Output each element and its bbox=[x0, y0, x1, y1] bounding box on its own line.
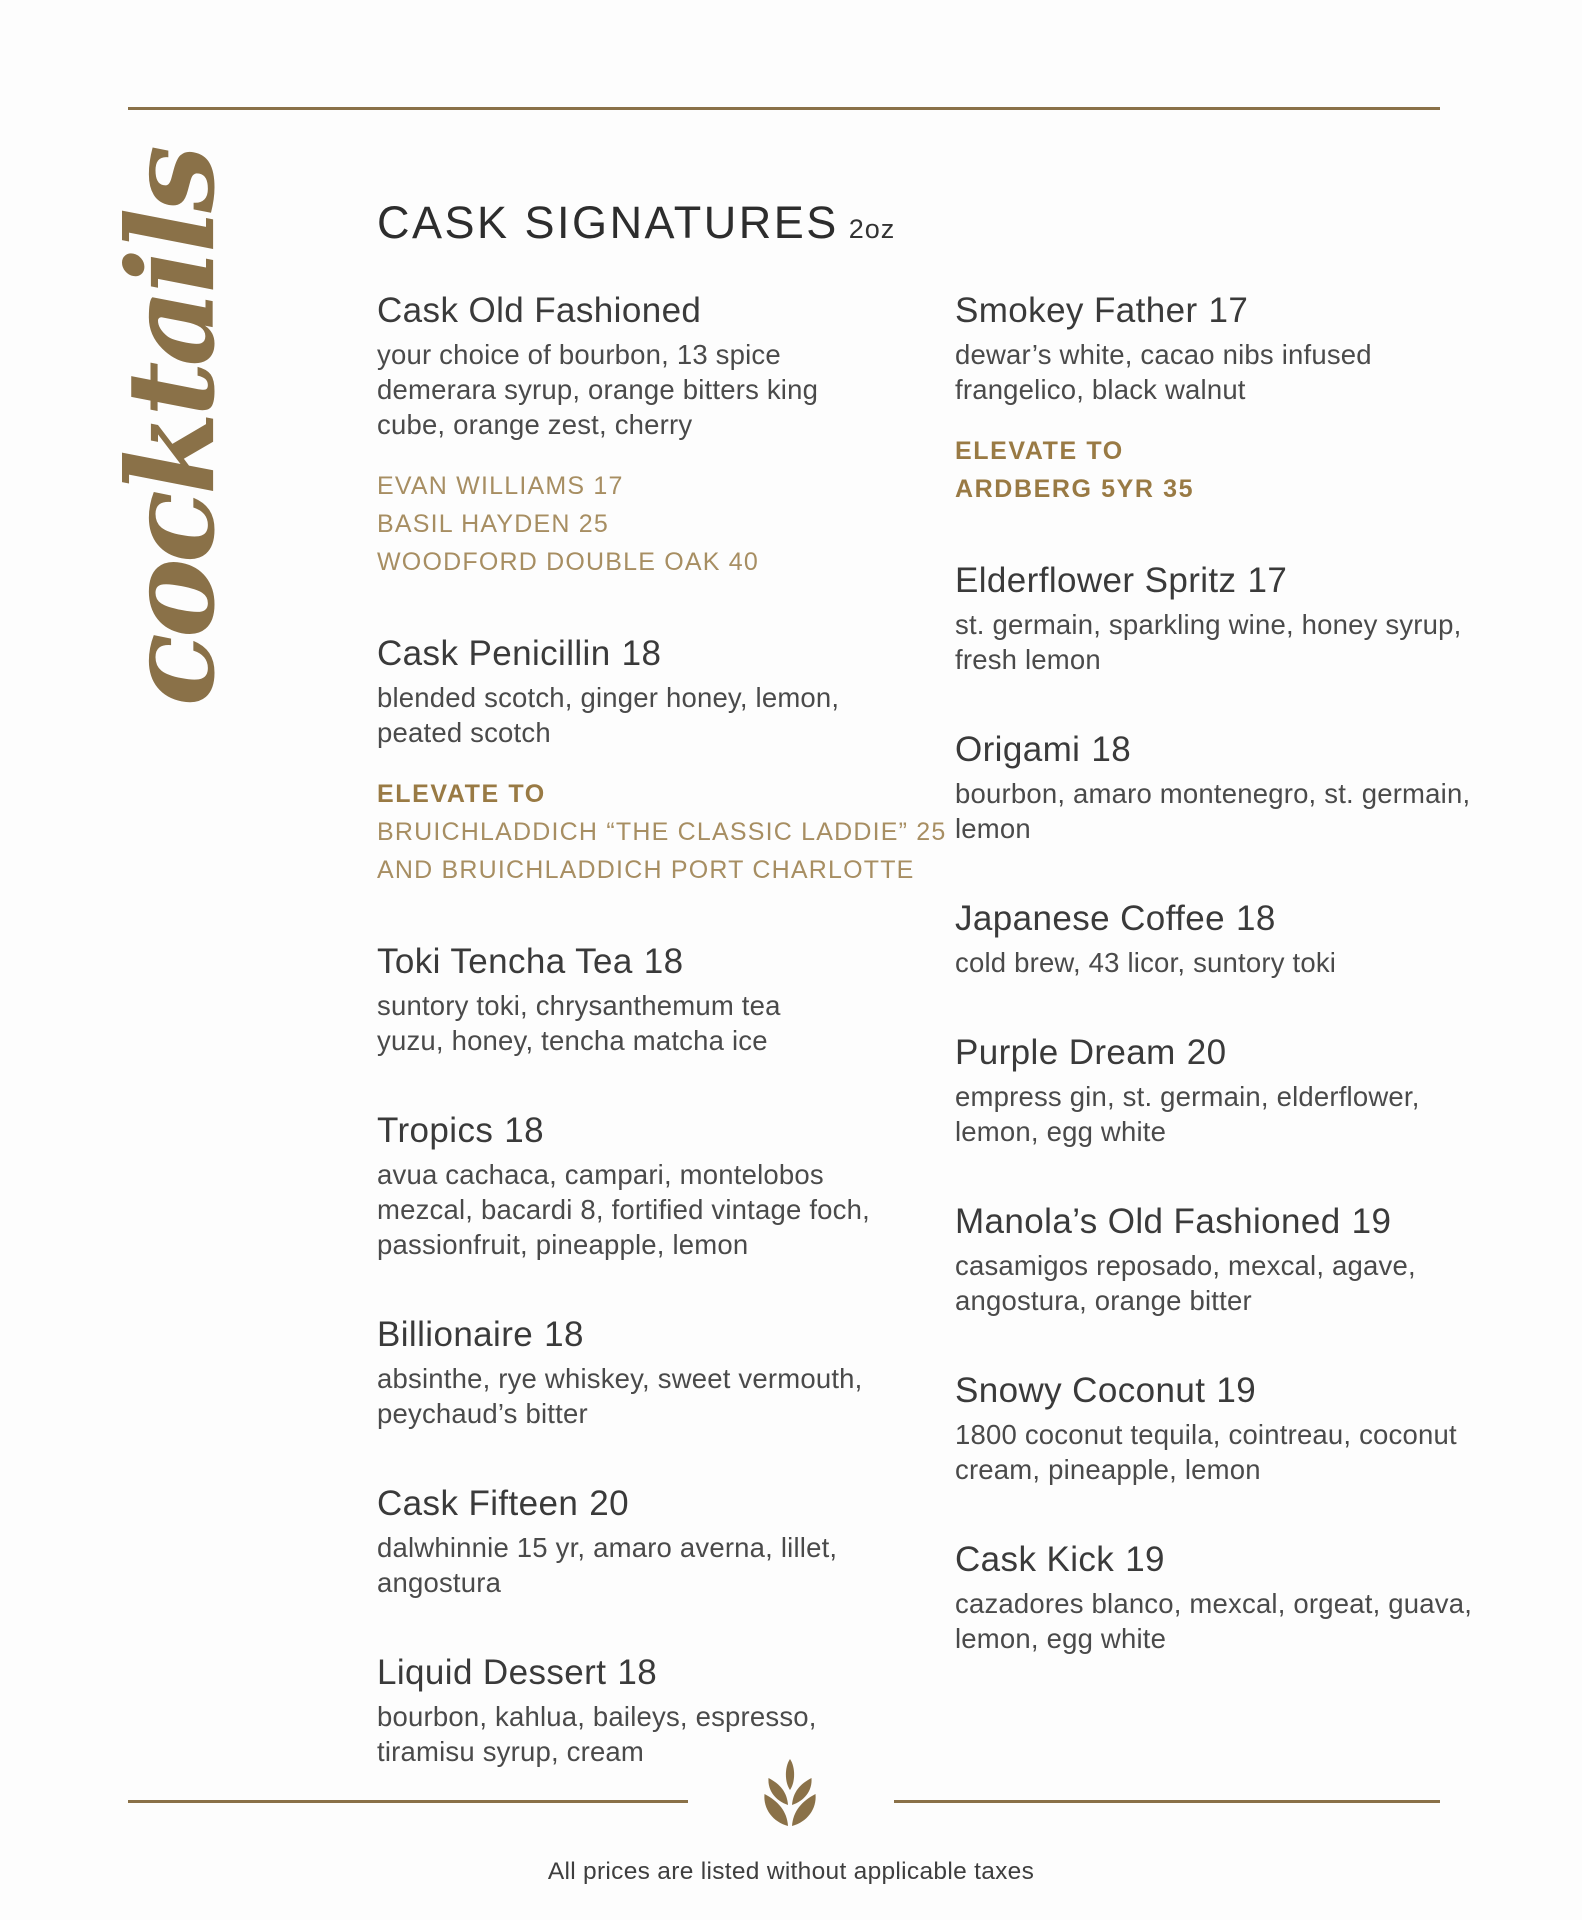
menu-item bbox=[955, 1370, 1575, 1487]
item-description-line: your choice of bourbon, 13 spice bbox=[377, 339, 781, 370]
menu-item bbox=[955, 1201, 1575, 1318]
item-title bbox=[955, 898, 1575, 940]
menu-item bbox=[377, 1314, 977, 1431]
item-name: Cask Fifteen bbox=[377, 1484, 579, 1523]
item-price: 18 bbox=[544, 1315, 584, 1354]
menu-item bbox=[377, 633, 977, 889]
vertical-menu-title bbox=[101, 150, 272, 750]
option-line: AND BRUICHLADDICH PORT CHARLOTTE bbox=[377, 856, 915, 884]
menu-item bbox=[955, 290, 1575, 508]
item-description-line: dalwhinnie 15 yr, amaro averna, lillet, bbox=[377, 1532, 838, 1563]
item-price: 19 bbox=[1216, 1371, 1257, 1410]
item-title bbox=[955, 1370, 1575, 1412]
menu-item bbox=[377, 941, 977, 1058]
menu-item bbox=[377, 1652, 977, 1769]
item-description-line: avua cachaca, campari, montelobos bbox=[377, 1159, 824, 1190]
item-description-line: cazadores blanco, mexcal, orgeat, guava, bbox=[955, 1588, 1473, 1619]
item-description-line: bourbon, amaro montenegro, st. germain, bbox=[955, 778, 1471, 809]
item-description-line: dewar’s white, cacao nibs infused bbox=[955, 339, 1372, 370]
option-line: BRUICHLADDICH “THE CLASSIC LADDIE” 25 bbox=[377, 818, 947, 846]
item-price: 18 bbox=[1091, 730, 1132, 769]
footer-rule-right bbox=[894, 1800, 1440, 1803]
item-title bbox=[377, 1652, 977, 1694]
item-title bbox=[377, 290, 977, 332]
item-price: 18 bbox=[643, 942, 684, 981]
option-line: BASIL HAYDEN 25 bbox=[377, 510, 609, 538]
item-price: 20 bbox=[1186, 1033, 1227, 1072]
item-price: 17 bbox=[1247, 561, 1288, 600]
item-title bbox=[955, 1201, 1575, 1243]
item-name: Liquid Dessert bbox=[377, 1653, 607, 1692]
item-price: 18 bbox=[1236, 899, 1276, 938]
item-description-line: lemon, egg white bbox=[955, 1116, 1167, 1147]
item-title bbox=[377, 1110, 977, 1152]
item-description-line: lemon bbox=[955, 813, 1031, 844]
menu-column-left bbox=[377, 290, 977, 1821]
item-price: 18 bbox=[621, 634, 662, 673]
item-description-line: cream, pineapple, lemon bbox=[955, 1454, 1261, 1485]
option-line: WOODFORD DOUBLE OAK 40 bbox=[377, 548, 760, 576]
footer-note: All prices are listed without applicable taxes bbox=[547, 1858, 1035, 1885]
wheat-sprig-icon bbox=[758, 1758, 822, 1842]
item-description-line: blended scotch, ginger honey, lemon, bbox=[377, 682, 840, 713]
section-header-title: CASK SIGNATURES bbox=[377, 197, 839, 248]
item-extras bbox=[377, 775, 977, 889]
item-description-line: tiramisu syrup, cream bbox=[377, 1736, 645, 1767]
item-title bbox=[955, 1539, 1575, 1581]
item-name: Cask Kick bbox=[955, 1540, 1115, 1579]
item-name: Toki Tencha Tea bbox=[377, 942, 633, 981]
item-extras bbox=[955, 432, 1575, 508]
item-description-line: angostura, orange bitter bbox=[955, 1285, 1252, 1316]
option-line: EVAN WILLIAMS 17 bbox=[377, 472, 624, 500]
item-name: Manola’s Old Fashioned bbox=[955, 1202, 1341, 1241]
item-price: 19 bbox=[1125, 1540, 1165, 1579]
item-description-line: empress gin, st. germain, elderflower, bbox=[955, 1081, 1420, 1112]
item-title bbox=[377, 1483, 977, 1525]
item-description-line: casamigos reposado, mexcal, agave, bbox=[955, 1250, 1416, 1281]
item-price: 18 bbox=[617, 1653, 658, 1692]
item-price: 20 bbox=[589, 1484, 629, 1523]
item-description-line: fresh lemon bbox=[955, 644, 1101, 675]
item-name: Japanese Coffee bbox=[955, 899, 1226, 938]
item-extras bbox=[377, 467, 977, 581]
item-description-line: yuzu, honey, tencha matcha ice bbox=[377, 1025, 768, 1056]
item-description-line: st. germain, sparkling wine, honey syrup, bbox=[955, 609, 1462, 640]
item-description-line: lemon, egg white bbox=[955, 1623, 1167, 1654]
item-name: Origami bbox=[955, 730, 1081, 769]
item-description-line: mezcal, bacardi 8, fortified vintage foch, bbox=[377, 1194, 870, 1225]
menu-item bbox=[377, 1110, 977, 1262]
top-rule bbox=[128, 107, 1440, 110]
item-title bbox=[955, 729, 1575, 771]
item-name: Tropics bbox=[377, 1111, 494, 1150]
item-name: Snowy Coconut bbox=[955, 1371, 1206, 1410]
item-description-line: absinthe, rye whiskey, sweet vermouth, bbox=[377, 1363, 863, 1394]
item-price: 19 bbox=[1351, 1202, 1392, 1241]
item-name: Cask Old Fashioned bbox=[377, 291, 702, 330]
vertical-menu-title-text: cocktails bbox=[101, 150, 242, 707]
item-title bbox=[377, 941, 977, 983]
item-title bbox=[955, 560, 1575, 602]
item-title bbox=[955, 1032, 1575, 1074]
item-description-line: demerara syrup, orange bitters king bbox=[377, 374, 819, 405]
item-title bbox=[377, 633, 977, 675]
menu-item bbox=[955, 560, 1575, 677]
item-name: Elderflower Spritz bbox=[955, 561, 1237, 600]
item-price: 17 bbox=[1208, 291, 1249, 330]
item-description-line: peated scotch bbox=[377, 717, 551, 748]
item-description-line: 1800 coconut tequila, cointreau, coconut bbox=[955, 1419, 1457, 1450]
item-description-line: cold brew, 43 licor, suntory toki bbox=[955, 947, 1337, 978]
footer-rule-left bbox=[128, 1800, 688, 1803]
menu-item bbox=[955, 898, 1575, 980]
menu-item bbox=[377, 290, 977, 581]
item-description-line: peychaud’s bitter bbox=[377, 1398, 588, 1429]
item-title bbox=[955, 290, 1575, 332]
menu-item bbox=[955, 729, 1575, 846]
item-name: Billionaire bbox=[377, 1315, 534, 1354]
item-name: Purple Dream bbox=[955, 1033, 1176, 1072]
item-description-line: cube, orange zest, cherry bbox=[377, 409, 693, 440]
elevate-label-line: ELEVATE TO bbox=[955, 437, 1124, 465]
item-description-line: suntory toki, chrysanthemum tea bbox=[377, 990, 781, 1021]
item-description-line: angostura bbox=[377, 1567, 502, 1598]
item-description-line: passionfruit, pineapple, lemon bbox=[377, 1229, 749, 1260]
menu-item bbox=[955, 1032, 1575, 1149]
item-description-line: frangelico, black walnut bbox=[955, 374, 1246, 405]
section-header bbox=[377, 198, 895, 248]
elevate-label-line: ARDBERG 5YR 35 bbox=[955, 475, 1195, 503]
menu-item bbox=[955, 1539, 1575, 1656]
item-price: 18 bbox=[504, 1111, 544, 1150]
menu-item bbox=[377, 1483, 977, 1600]
item-title bbox=[377, 1314, 977, 1356]
item-name: Smokey Father bbox=[955, 291, 1198, 330]
section-header-size-note: 2oz bbox=[848, 214, 896, 244]
menu-column-right bbox=[955, 290, 1575, 1708]
elevate-label-line: ELEVATE TO bbox=[377, 780, 546, 808]
item-name: Cask Penicillin bbox=[377, 634, 611, 673]
item-description-line: bourbon, kahlua, baileys, espresso, bbox=[377, 1701, 817, 1732]
